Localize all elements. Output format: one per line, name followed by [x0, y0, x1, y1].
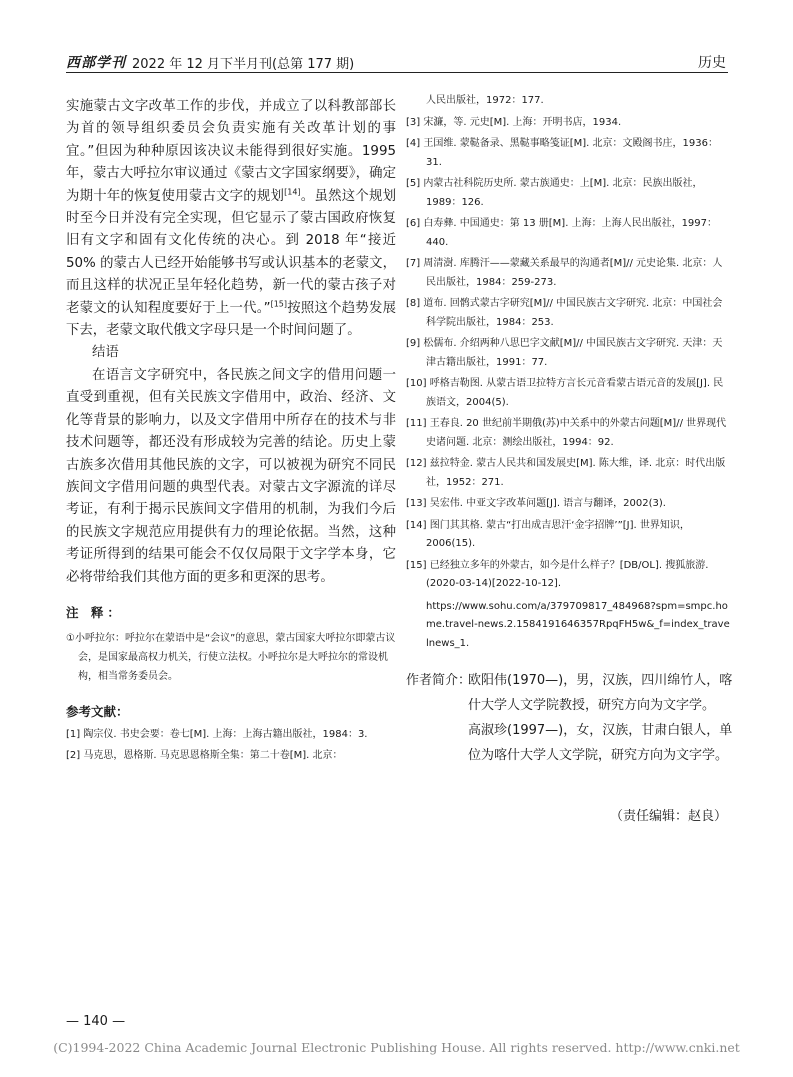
reference-item: [10] 呼格吉勒图. 从蒙古语卫拉特方言长元音看蒙古语元音的发展[J]. 民族语文，2004(5). — [406, 378, 724, 408]
reference-item: [15] 已经独立多年的外蒙古，如今是什么样子？[DB/OL]. 搜狐旅游. (2020-03-14)[2022-10-12]. https://www.sohu.com/a/379709817_484968?spm=smpc.home.travel-news.2.1584191646357RpqFH5w&_f=index_travelnews_1. — [406, 557, 730, 654]
copyright-footer: (C)1994-2022 China Academic Journal Electronic Publishing House. All rights reserved. http://www.cnki.net — [53, 1040, 740, 1055]
left-column — [66, 96, 396, 769]
reference-item: [2] 马克思，恩格斯. 马克思恩格斯全集：第二十卷[M]. 北京： — [66, 750, 343, 762]
reference-item: [8] 道布. 回鹘式蒙古字研究[M]// 中国民族古文字研究. 北京：中国社会科学院出版社，1984：253. — [406, 298, 723, 328]
author-label: 作者简介： — [406, 673, 472, 688]
page-header — [66, 52, 728, 76]
reference-item: [5] 内蒙古社科院历史所. 蒙古族通史：上[M]. 北京：民族出版社，1989：126. — [406, 178, 703, 208]
conclusion-paragraph: 在语言文字研究中，各民族之间文字的借用问题一直受到重视，但有关民族文字借用中，政治、经济、文化等背景的影响力，以及文字借用中所存在的技术与非技术问题等，都还没有形成较为完善的结论。历史上蒙古族多次借用其他民族的文字，可以被视为研究不同民族间文字借用问题的典型代表。对蒙古文字源流的详尽考证，有利于揭示民族间文字借用的机制，为我们今后的民族文字规范应用提供有力的理论依据。当然，这种考证所得到的结果可能会不仅仅局限于文字学本身，它必将带给我们其他方面的更多和更深的思考。 — [66, 367, 396, 585]
reference-continuation: 人民出版社，1972：177. — [426, 95, 544, 106]
body-text — [66, 96, 396, 589]
section-name: 历史 — [698, 55, 726, 71]
reference-item: [12] 兹拉特金. 蒙古人民共和国发展史[M]. 陈大维，译. 北京：时代出版社，1952：271. — [406, 458, 726, 488]
reference-url[interactable]: https://www.sohu.com/a/379709817_484968?spm=smpc.home.travel-news.2.1584191646357RpqFH5w&_f=index_travelnews_1. — [426, 600, 730, 649]
reference-item: [9] 松儒布. 介绍两种八思巴字文献[M]// 中国民族古文字研究. 天津：天津古籍出版社，1991：77. — [406, 338, 723, 368]
journal-logo: 西部学刊 — [66, 55, 126, 71]
author-1: 欧阳伟(1970—)，男，汉族，四川绵竹人，喀什大学人文学院教授，研究方向为文字学。 — [468, 673, 733, 713]
citation-15: [15] — [270, 299, 288, 309]
paragraph-1: 实施蒙古文字改革工作的步伐，并成立了以科教部部长为首的领导组织委员会负责实施有关改革计划的事宜。”但因为种种原因该决议未能得到很好实施。1995 年，蒙古大呼拉尔审议通过《蒙古文字国家纲要》，确定为期十年的恢复使用蒙古文字的规划[14]。虽然这个规划时至今日并没有完全实现，但它显示了蒙古国政府恢复旧有文字和固有文化传统的决心。到 2018 年“接近 50% 的蒙古人已经开始能够书写或认识基本的老蒙文，而且这样的状况正呈年轻化趋势，新一代的蒙古孩子对老蒙文的认知程度要好于上一代。”[15]按照这个趋势发展下去，老蒙文取代俄文字母只是一个时间问题了。 — [66, 99, 396, 339]
reference-item: [4] 王国维. 蒙鞑备录、黑鞑事略笺证[M]. 北京：文殿阁书庄，1936：31. — [406, 138, 718, 168]
author-2: 高淑珍(1997—)，女，汉族，甘肃白银人，单位为喀什大学人文学院，研究方向为文字学。 — [468, 723, 733, 763]
issue-info: 2022 年 12 月下半月刊(总第 177 期) — [132, 57, 355, 72]
reference-item: [11] 王春良. 20 世纪前半期俄(苏)中关系中的外蒙古问题[M]// 世界现代史诸问题. 北京：测绘出版社，1994：92. — [406, 418, 727, 448]
notes-title: 注 释： — [66, 604, 124, 620]
reference-item: [1] 陶宗仪. 书史会要：卷七[M]. 上海：上海古籍出版社，1984：3. — [66, 728, 368, 740]
conclusion-heading: 结语 — [92, 345, 119, 361]
reference-item: [3] 宋濂，等. 元史[M]. 上海：开明书店，1934. — [406, 116, 622, 128]
note-1: ①小呼拉尔：呼拉尔在蒙语中是“会议”的意思，蒙古国家大呼拉尔即蒙古议会，是国家最高权力机关，行使立法权。小呼拉尔是大呼拉尔的常设机构，相当常务委员会。 — [66, 632, 396, 682]
right-column — [406, 92, 730, 656]
reference-item: [6] 白寿彝. 中国通史：第 13 册[M]. 上海：上海人民出版社，1997：440. — [406, 218, 718, 248]
references-title: 参考文献： — [66, 703, 129, 719]
page-number: — 140 — — [66, 1014, 126, 1029]
reference-item: [7] 周清澍. 库腾汗——蒙藏关系最早的沟通者[M]// 元史论集. 北京：人民出版社，1984：259-273. — [406, 258, 723, 288]
reference-list-left — [66, 726, 396, 766]
author-info — [406, 668, 736, 768]
citation-14: [14] — [284, 187, 301, 197]
reference-item: [14] 图门其其格. 蒙古“打出成吉思汗‘金字招牌’”[J]. 世界知识，2006(15). — [406, 519, 690, 549]
reference-item: [13] 吴宏伟. 中亚文字改革问题[J]. 语言与翻译，2002(3). — [406, 498, 666, 509]
editor-credit: （责任编辑：赵良） — [609, 809, 727, 824]
header-rule — [66, 72, 728, 73]
